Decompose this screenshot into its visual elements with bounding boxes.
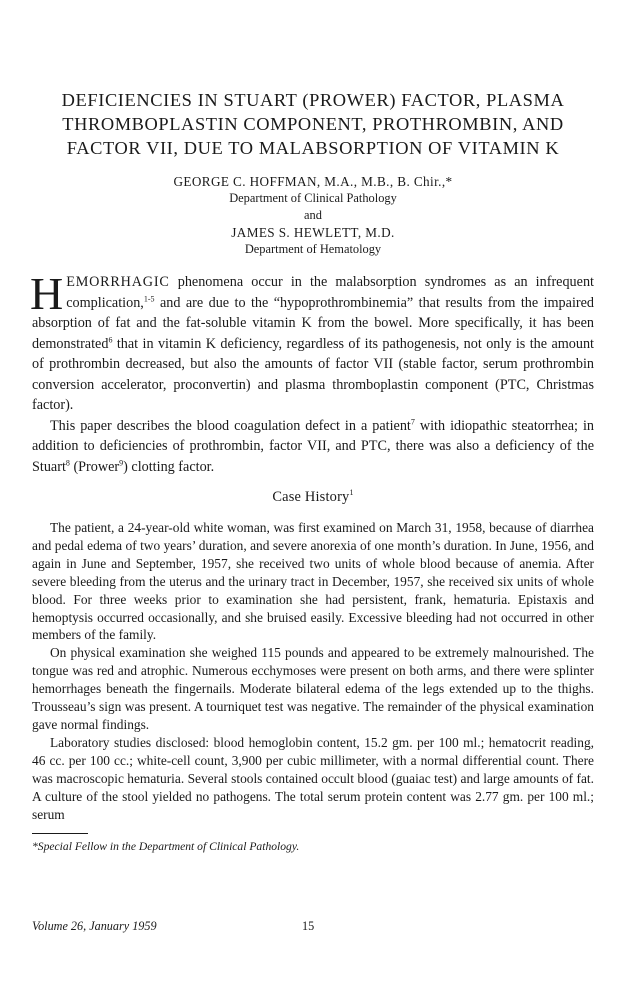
title-line-1: DEFICIENCIES IN STUART (PROWER) FACTOR, PLASMA (61, 90, 565, 110)
case-paragraph-1: The patient, a 24-year-old white woman, was first examined on March 31, 1958, because of diarrhea and pedal edema of two years’ duration, and severe anorexia of one month’s duration. In June, 1956, and again in June and September, 1957, she received two units of whole blood because of anemia. After severe bleeding from the uterus and the urinary tract in December, 1957, she received six units of whole blood. For three weeks prior to examination she had persistent, frank, hematuria. Epistaxis and hemoptysis occurred occasionally, and she bruised easily. Excessive bleeding had not occurred in other members of the family. (32, 520, 594, 643)
case-history-body (32, 519, 594, 823)
author-name-2: JAMES S. HEWLETT, M.D. (231, 225, 395, 240)
article-title (32, 0, 594, 160)
title-line-3: FACTOR VII, DUE TO MALABSORPTION OF VITAMIN K (66, 138, 560, 158)
title-line-2: THROMBOPLASTIN COMPONENT, PROTHROMBIN, AND (62, 114, 564, 134)
author-affiliation-1: Department of Clinical Pathology (229, 191, 397, 205)
case-paragraph-2: On physical examination she weighed 115 pounds and appeared to be extremely malnourished. The tongue was red and atrophic. Numerous ecchymoses were present on both arms, and there were splinter hemorrhages beneath the fingernails. Moderate bilateral edema of the legs extended up to the thighs. Trousseau’s sign was present. A tourniquet test was negative. The remainder of the physical examination gave normal findings. (32, 645, 594, 732)
citation: 7 (410, 416, 415, 426)
section-heading-case-history: Case History$^1$ (272, 488, 354, 505)
journal-volume: Volume 26, January 1959 (32, 919, 157, 933)
author-conjunction: and (304, 208, 322, 222)
author-block (32, 173, 594, 258)
footnote-divider (32, 833, 88, 834)
drop-cap: H (30, 268, 64, 319)
page-number: 15 (302, 919, 315, 933)
citation: 1 (349, 488, 354, 498)
citation: 9 (119, 457, 124, 467)
intro-paragraph-2: This paper describes the blood coagulation defect in a patient$^7$ with idiopathic steatorrhea; in addition to deficiencies of prothrombin, factor VII, and PTC, there was also a deficiency of the Stuart$^8$ (Prower$^9$) clotting factor. (32, 416, 594, 475)
lead-word: EMORRHAGIC (66, 274, 170, 290)
footnote: *Special Fellow in the Department of Clinical Pathology. (32, 840, 300, 854)
intro-paragraph-1: HEMORRHAGIC phenomena occur in the malabsorption syndromes as an infrequent complication,$^{1-5}$ and are due to the “hypoprothrombinemia” that results from the impaired absorption of fat and the fat-soluble vitamin K from the bowel. More specifically, it has been demonstrated$^6$ that in vitamin K deficiency, regardless of its pathogenesis, not only is the amount of prothrombin decreased, but also the amounts of factor VII (stable factor, serum prothrombin conversion accelerator, proconvertin) and plasma thromboplastin component (PTC, Christmas factor). (30, 268, 594, 413)
case-paragraph-3: Laboratory studies disclosed: blood hemoglobin content, 15.2 gm. per 100 ml.; hematocrit reading, 46 cc. per 100 cc.; white-cell count, 3,900 per cubic millimeter, with a normal differential count. There was macroscopic hematuria. Several stools contained occult blood (guaiac test) and large amounts of fat. A culture of the stool yielded no pathogens. The total serum protein content was 2.77 gm. per 100 ml.; serum (32, 734, 594, 822)
introduction (30, 268, 594, 477)
page-footer (32, 918, 594, 934)
author-affiliation-2: Department of Hematology (244, 242, 382, 256)
author-name-1: GEORGE C. HOFFMAN, M.A., M.B., B. Chir.,* (173, 174, 453, 189)
citation: 1-5 (143, 293, 155, 303)
citation: 8 (65, 457, 70, 467)
citation: 6 (108, 334, 113, 344)
